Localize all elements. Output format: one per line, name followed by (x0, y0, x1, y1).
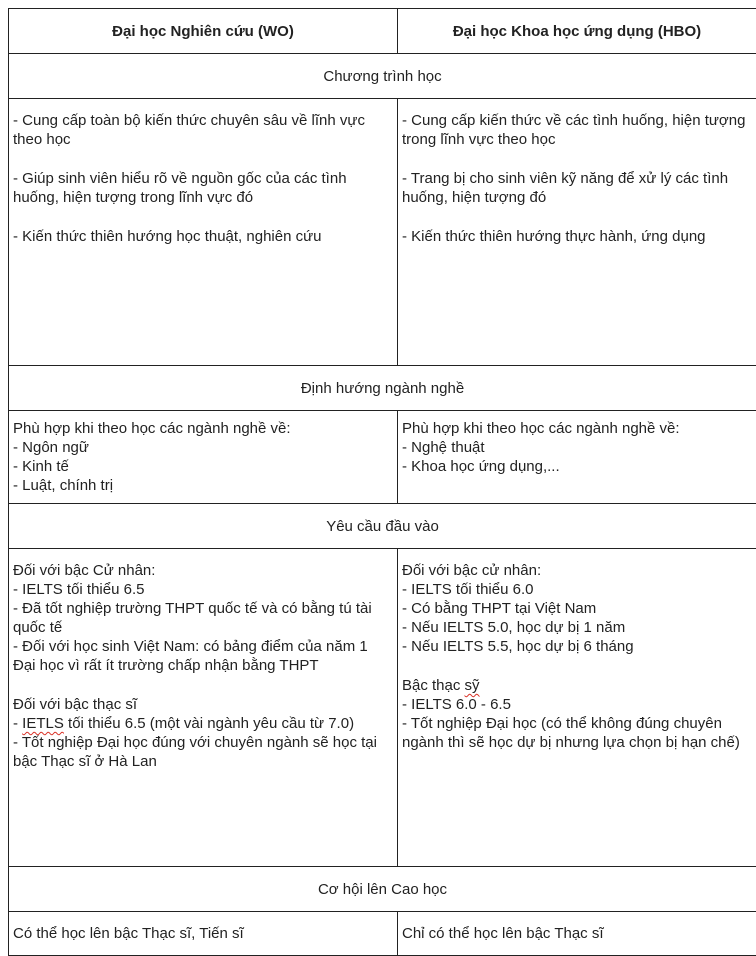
req-hbo-master-title-main: Bậc thạc (402, 677, 465, 694)
postgrad-hbo-cell: Chỉ có thể học lên bậc Thạc sĩ (398, 912, 756, 956)
req-hbo-master-item-1: - IELTS 6.0 - 6.5 (402, 695, 752, 714)
section-row-postgrad (9, 867, 756, 912)
career-hbo-cell (398, 411, 756, 504)
program-row (9, 99, 756, 366)
program-hbo-item-2: - Trang bị cho sinh viên kỹ năng để xử lý các tình huống, hiện tượng đó (402, 169, 752, 207)
req-wo-bachelor-title: Đối với bậc Cử nhân: (13, 561, 393, 580)
section-postgrad-title: Cơ hội lên Cao học (9, 867, 756, 912)
program-wo-item-1: - Cung cấp toàn bộ kiến thức chuyên sâu về lĩnh vực theo học (13, 111, 393, 149)
req-hbo-bachelor-title: Đối với bậc cử nhân: (402, 561, 752, 580)
section-requirements-title: Yêu cầu đầu vào (9, 504, 756, 549)
program-wo-item-3: - Kiến thức thiên hướng học thuật, nghiên cứu (13, 227, 393, 246)
req-wo-master-item-1 (13, 714, 393, 733)
header-hbo: Đại học Khoa học ứng dụng (HBO) (398, 9, 756, 54)
section-career-title: Định hướng ngành nghề (9, 366, 756, 411)
career-wo-intro: Phù hợp khi theo học các ngành nghề về: (13, 419, 393, 438)
req-hbo-bachelor-item-4: - Nếu IELTS 5.5, học dự bị 6 tháng (402, 637, 752, 656)
career-wo-item-3: - Luật, chính trị (13, 476, 393, 495)
section-row-requirements (9, 504, 756, 549)
requirements-wo-cell (9, 549, 398, 867)
req-wo-master-item-1-typo: IETLS (22, 715, 64, 732)
career-hbo-item-2: - Khoa học ứng dụng,... (402, 457, 752, 476)
req-wo-master-title: Đối với bậc thạc sĩ (13, 695, 393, 714)
career-wo-item-1: - Ngôn ngữ (13, 438, 393, 457)
req-hbo-master-item-2: - Tốt nghiệp Đại học (có thể không đúng chuyên ngành thì sẽ học dự bị nhưng lựa chọn bị hạn chế) (402, 714, 752, 752)
req-hbo-bachelor-item-2: - Có bằng THPT tại Việt Nam (402, 599, 752, 618)
req-hbo-bachelor-item-3: - Nếu IELTS 5.0, học dự bị 1 năm (402, 618, 752, 637)
career-wo-cell (9, 411, 398, 504)
req-hbo-bachelor-item-1: - IELTS tối thiểu 6.0 (402, 580, 752, 599)
header-wo: Đại học Nghiên cứu (WO) (9, 9, 398, 54)
header-row (9, 9, 756, 54)
req-hbo-master-title-typo: sỹ (465, 677, 480, 694)
req-wo-bachelor-item-1: - IELTS tối thiểu 6.5 (13, 580, 393, 599)
postgrad-wo-cell: Có thể học lên bậc Thạc sĩ, Tiến sĩ (9, 912, 398, 956)
comparison-table (8, 8, 756, 956)
requirements-row (9, 549, 756, 867)
req-wo-master-item-1-prefix: - (13, 715, 22, 732)
postgrad-row (9, 912, 756, 956)
requirements-hbo-cell (398, 549, 756, 867)
req-wo-master-item-1-rest: tối thiểu 6.5 (một vài ngành yêu cầu từ 7.0) (64, 715, 354, 732)
career-hbo-item-1: - Nghệ thuật (402, 438, 752, 457)
career-hbo-intro: Phù hợp khi theo học các ngành nghề về: (402, 419, 752, 438)
req-wo-master-item-2: - Tốt nghiệp Đại học đúng với chuyên ngành sẽ học tại bậc Thạc sĩ ở Hà Lan (13, 733, 393, 771)
req-wo-bachelor-item-3: - Đối với học sinh Việt Nam: có bảng điểm của năm 1 Đại học vì rất ít trường chấp nhận bằng THPT (13, 637, 393, 675)
program-wo-item-2: - Giúp sinh viên hiểu rõ về nguồn gốc của các tình huống, hiện tượng trong lĩnh vực đó (13, 169, 393, 207)
career-row (9, 411, 756, 504)
program-hbo-cell (398, 99, 756, 366)
career-wo-item-2: - Kinh tế (13, 457, 393, 476)
section-row-program (9, 54, 756, 99)
section-program-title: Chương trình học (9, 54, 756, 99)
req-wo-bachelor-item-2: - Đã tốt nghiệp trường THPT quốc tế và có bằng tú tài quốc tế (13, 599, 393, 637)
program-hbo-item-1: - Cung cấp kiến thức về các tình huống, hiện tượng trong lĩnh vực theo học (402, 111, 752, 149)
req-hbo-master-title (402, 676, 752, 695)
program-wo-cell (9, 99, 398, 366)
section-row-career (9, 366, 756, 411)
program-hbo-item-3: - Kiến thức thiên hướng thực hành, ứng dụng (402, 227, 752, 246)
